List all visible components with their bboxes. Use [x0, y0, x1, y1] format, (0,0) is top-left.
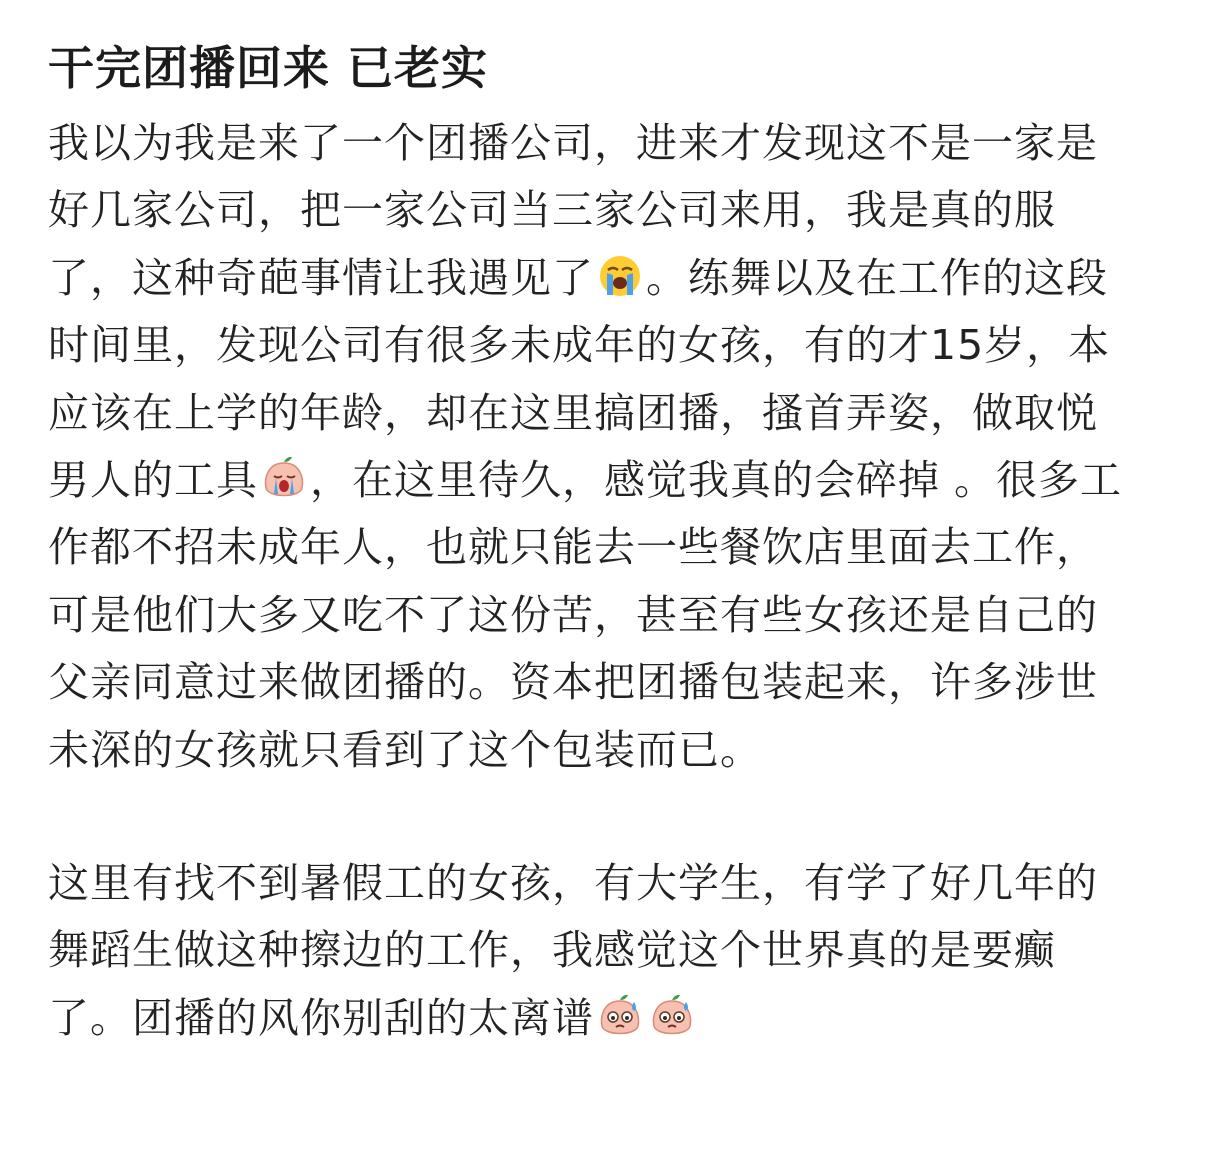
paragraph-gap — [48, 784, 1133, 850]
sweating-peach-icon — [648, 992, 696, 1040]
post — [48, 36, 1133, 1052]
loudly-crying-face-icon — [596, 252, 644, 300]
watermark-overlay — [468, 1115, 718, 1145]
sweating-peach-icon — [596, 992, 644, 1040]
text-run: 这里有找不到暑假工的女孩，有大学生，有学了好几年的舞蹈生做这种擦边的工作，我感觉这个世界真的是要癫了。团播的风你别刮的太离谱 — [48, 859, 1098, 1042]
paragraph-1 — [48, 110, 1133, 784]
text-run: ，在这里待久，感觉我真的会碎掉 。很多工作都不招未成年人，也就只能去一些餐饮店里面去工作，可是他们大多又吃不了这份苦，甚至有些女孩还是自己的父亲同意过来做团播的。资本把团播包装起来，许多涉世未深的女孩就只看到了这个包装而已。 — [48, 456, 1123, 774]
paragraph-2 — [48, 850, 1133, 1052]
crying-peach-icon — [260, 454, 308, 502]
text-run: 我以为我是来了一个团播公司，进来才发现这不是一家是好几家公司，把一家公司当三家公司来用，我是真的服了，这种奇葩事情让我遇见了 — [48, 119, 1098, 302]
post-body — [48, 110, 1133, 1052]
post-title: 干完团播回来 已老实 — [48, 41, 489, 95]
text-run: 。练舞以及在工作的这段时间里，发现公司有很多未成年的女孩，有的才15岁，本应该在上学的年龄，却在这里搞团播，搔首弄姿，做取悦男人的工具 — [48, 253, 1111, 505]
